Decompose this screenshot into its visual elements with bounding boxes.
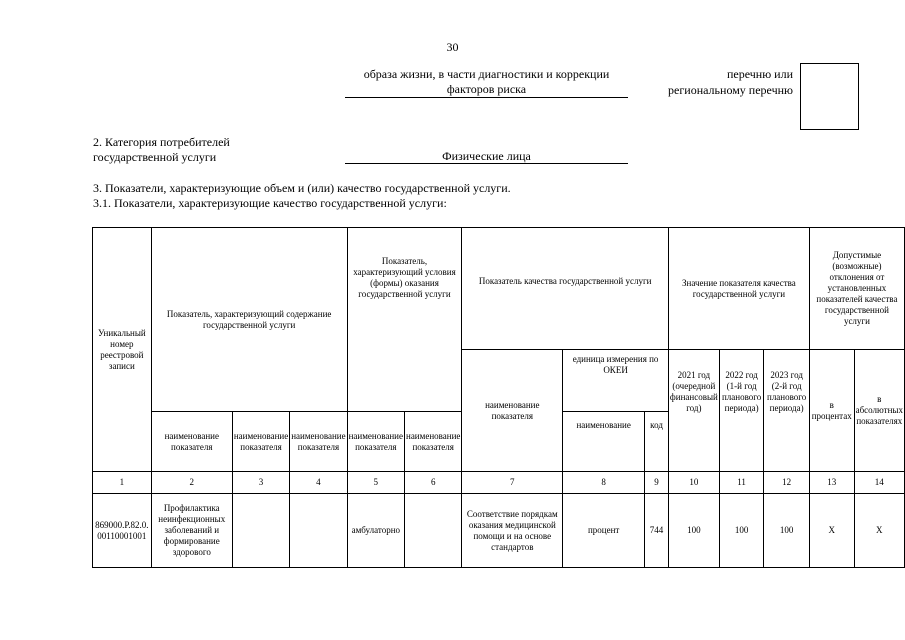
header-condition-name-1: наименование показателя [347,412,404,472]
unit-name-cell: процент [563,494,645,568]
value-2021-cell: 100 [668,494,719,568]
section-titles [93,181,511,211]
col-number: 6 [405,472,462,494]
unit-code-cell: 744 [645,494,669,568]
header-quality-indicator: Показатель качества государственной услуги [462,228,669,350]
header-year-2022: 2022 год (1-й год планового периода) [719,350,764,472]
header-year-2021: 2021 год (очередной финансовый год) [668,350,719,472]
header-unit-code: код [645,412,669,472]
condition-cell-2 [405,494,462,568]
col-number: 4 [290,472,347,494]
table-row [93,494,905,568]
content-cell-3 [290,494,347,568]
col-number: 8 [563,472,645,494]
header-content-name-3: наименование показателя [290,412,347,472]
header-content-name-2: наименование показателя [232,412,289,472]
quality-indicators-table [92,227,905,568]
col-number: 7 [462,472,563,494]
header-condition-name-2: наименование показателя [405,412,462,472]
header-content-name-1: наименование показателя [151,412,232,472]
content-cell-2 [232,494,289,568]
col-number: 1 [93,472,152,494]
unique-number-cell: 869000.Р.82.0.00110001001 [93,494,152,568]
condition-cell: амбулаторно [347,494,404,568]
header-unit-name: наименование [563,412,645,472]
col-number: 12 [764,472,809,494]
header-unique-number: Уникальный номер реестровой записи [93,228,152,472]
header-year-2023: 2023 год (2-й год планового периода) [764,350,809,472]
col-number: 9 [645,472,669,494]
header-conditions-indicator: Показатель, характеризующий условия (формы) оказания государственной услуги [347,228,462,412]
service-name: образа жизни, в части диагностики и коррекции факторов риска [345,67,628,98]
header-deviation-percent: в процентах [809,350,854,472]
deviation-absolute-cell: Х [854,494,904,568]
deviation-percent-cell: Х [809,494,854,568]
list-label: перечню или региональному перечню [668,67,793,97]
section-3-title: 3. Показатели, характеризующие объем и (или) качество государственной услуги. [93,181,511,195]
consumer-category-value: Физические лица [345,150,628,164]
header-deviation-absolute: в абсолютных показателях [854,350,904,472]
col-number: 13 [809,472,854,494]
section-3-1-title: 3.1. Показатели, характеризующие качество государственной услуги: [93,196,447,210]
col-number: 14 [854,472,904,494]
service-code-box [800,63,859,130]
value-2022-cell: 100 [719,494,764,568]
col-number: 3 [232,472,289,494]
header-quality-indicator-name: наименование показателя [462,350,563,472]
page-number: 30 [446,40,459,54]
header-okei-unit: единица измерения по ОКЕИ [563,350,669,412]
quality-indicator-cell: Соответствие порядкам оказания медицинской помощи и на основе стандартов [462,494,563,568]
consumer-category-label: 2. Категория потребителей государственной услуги [93,135,230,164]
value-2023-cell: 100 [764,494,809,568]
column-numbers-row [93,472,905,494]
col-number: 10 [668,472,719,494]
col-number: 11 [719,472,764,494]
header-allowed-deviation: Допустимые (возможные) отклонения от установленных показателей качества государственной услуги [809,228,904,350]
header-content-indicator: Показатель, характеризующий содержание государственной услуги [151,228,347,412]
col-number: 5 [347,472,404,494]
content-cell: Профилактика неинфекционных заболеваний и формирование здорового [151,494,232,568]
col-number: 2 [151,472,232,494]
header-indicator-value: Значение показателя качества государственной услуги [668,228,809,350]
